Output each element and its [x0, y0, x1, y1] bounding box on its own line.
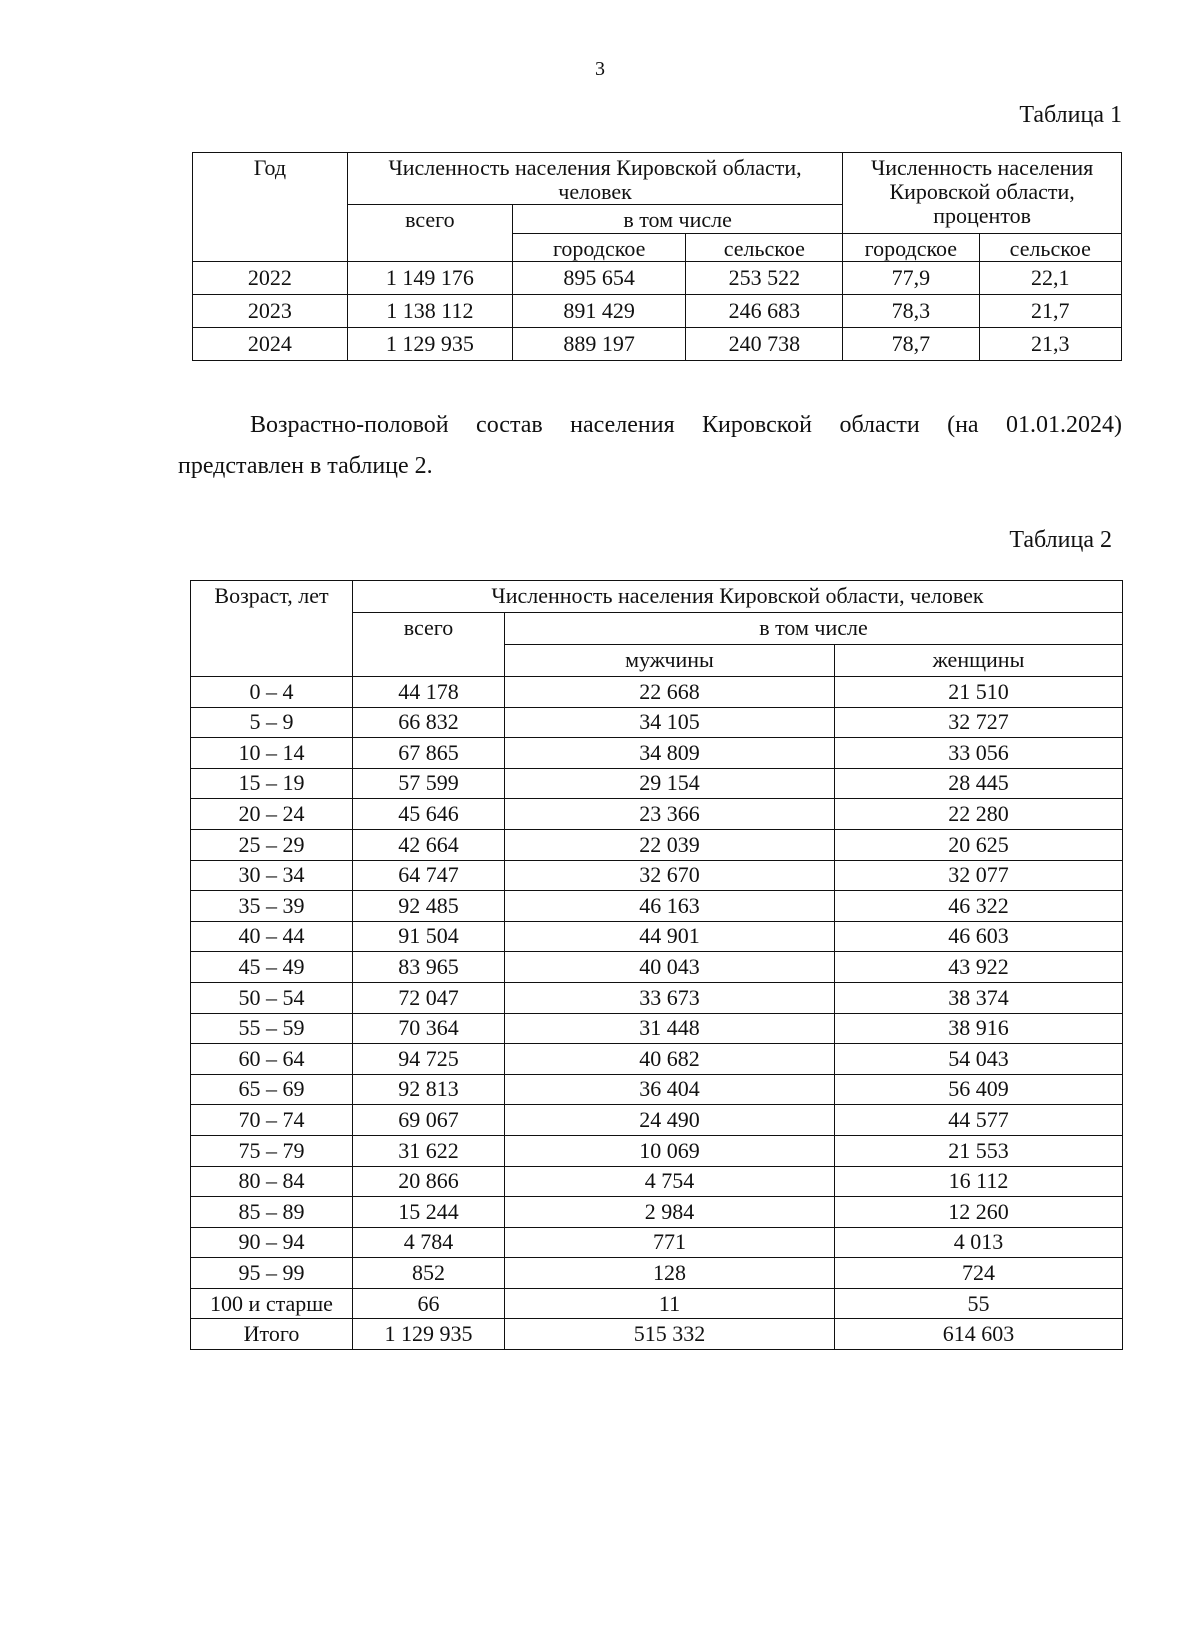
cell-rural: 246 683	[686, 294, 843, 327]
table-row	[191, 982, 1123, 1013]
cell-urban-pct: 78,7	[843, 327, 979, 360]
cell-women: 55	[835, 1288, 1123, 1319]
cell-women: 724	[835, 1258, 1123, 1289]
cell-total: 1 129 935	[353, 1319, 505, 1350]
header-year: Год	[193, 153, 348, 262]
table-row	[191, 677, 1123, 708]
cell-total: 852	[353, 1258, 505, 1289]
cell-total: 1 129 935	[347, 327, 512, 360]
cell-men: 29 154	[505, 768, 835, 799]
cell-men: 22 039	[505, 829, 835, 860]
cell-women: 46 603	[835, 921, 1123, 952]
header-including: в том числе	[505, 613, 1123, 645]
age-sex-table	[190, 580, 1123, 1350]
table-row	[191, 829, 1123, 860]
table-row	[191, 1227, 1123, 1258]
cell-women: 54 043	[835, 1044, 1123, 1075]
cell-age: 85 – 89	[191, 1197, 353, 1228]
cell-total: 1 138 112	[347, 294, 512, 327]
cell-women: 614 603	[835, 1319, 1123, 1350]
cell-women: 43 922	[835, 952, 1123, 983]
cell-men: 11	[505, 1288, 835, 1319]
cell-total: 4 784	[353, 1227, 505, 1258]
table-2-caption: Таблица 2	[1009, 527, 1112, 553]
header-men: мужчины	[505, 645, 835, 677]
cell-women: 16 112	[835, 1166, 1123, 1197]
header-rural: сельское	[686, 233, 843, 261]
table-row	[191, 1105, 1123, 1136]
cell-women: 33 056	[835, 738, 1123, 769]
cell-men: 128	[505, 1258, 835, 1289]
cell-urban: 891 429	[512, 294, 685, 327]
cell-men: 32 670	[505, 860, 835, 891]
cell-women: 4 013	[835, 1227, 1123, 1258]
cell-men: 36 404	[505, 1074, 835, 1105]
cell-total: 91 504	[353, 921, 505, 952]
cell-women: 32 077	[835, 860, 1123, 891]
cell-men: 33 673	[505, 982, 835, 1013]
table-row	[191, 1135, 1123, 1166]
cell-total: 64 747	[353, 860, 505, 891]
cell-women: 28 445	[835, 768, 1123, 799]
cell-total: 69 067	[353, 1105, 505, 1136]
cell-age: 95 – 99	[191, 1258, 353, 1289]
cell-women: 38 374	[835, 982, 1123, 1013]
table-row	[191, 952, 1123, 983]
cell-age: 10 – 14	[191, 738, 353, 769]
cell-age: 75 – 79	[191, 1135, 353, 1166]
cell-age: 60 – 64	[191, 1044, 353, 1075]
table-1-caption: Таблица 1	[1019, 102, 1122, 128]
cell-women: 32 727	[835, 707, 1123, 738]
cell-women: 21 553	[835, 1135, 1123, 1166]
cell-men: 44 901	[505, 921, 835, 952]
table-row	[191, 860, 1123, 891]
table-row	[191, 891, 1123, 922]
header-group: Численность населения Кировской области, человек	[353, 581, 1123, 613]
cell-men: 34 105	[505, 707, 835, 738]
cell-rural-pct: 22,1	[979, 261, 1122, 294]
paragraph-line-1: Возрастно-половой состав населения Кировской области (на 01.01.2024)	[250, 412, 1122, 438]
cell-women: 22 280	[835, 799, 1123, 830]
cell-men: 46 163	[505, 891, 835, 922]
cell-total: 15 244	[353, 1197, 505, 1228]
cell-women: 20 625	[835, 829, 1123, 860]
paragraph-line-2: представлен в таблице 2.	[178, 453, 433, 479]
cell-men: 24 490	[505, 1105, 835, 1136]
cell-men: 771	[505, 1227, 835, 1258]
table-row	[191, 799, 1123, 830]
cell-urban-pct: 77,9	[843, 261, 979, 294]
cell-age: 100 и старше	[191, 1288, 353, 1319]
cell-men: 23 366	[505, 799, 835, 830]
cell-rural-pct: 21,7	[979, 294, 1122, 327]
cell-total: 1 149 176	[347, 261, 512, 294]
table-row	[191, 1013, 1123, 1044]
cell-rural-pct: 21,3	[979, 327, 1122, 360]
cell-age: Итого	[191, 1319, 353, 1350]
cell-age: 70 – 74	[191, 1105, 353, 1136]
table-row	[191, 921, 1123, 952]
table-row	[191, 1044, 1123, 1075]
header-total: всего	[347, 205, 512, 261]
header-urban: городское	[512, 233, 685, 261]
cell-total: 94 725	[353, 1044, 505, 1075]
cell-total: 45 646	[353, 799, 505, 830]
cell-age: 20 – 24	[191, 799, 353, 830]
cell-women: 21 510	[835, 677, 1123, 708]
cell-men: 10 069	[505, 1135, 835, 1166]
population-table	[192, 152, 1122, 361]
page-number: 3	[595, 58, 605, 80]
table-row	[193, 261, 1122, 294]
header-including: в том числе	[512, 205, 842, 233]
header-percent-group: Численность населения Кировской области, процентов	[843, 153, 1122, 234]
cell-rural: 240 738	[686, 327, 843, 360]
cell-age: 0 – 4	[191, 677, 353, 708]
cell-women: 46 322	[835, 891, 1123, 922]
cell-age: 50 – 54	[191, 982, 353, 1013]
cell-total: 72 047	[353, 982, 505, 1013]
cell-age: 5 – 9	[191, 707, 353, 738]
header-total: всего	[353, 613, 505, 677]
table-row	[193, 327, 1122, 360]
cell-age: 80 – 84	[191, 1166, 353, 1197]
cell-men: 40 043	[505, 952, 835, 983]
header-rural-pct: сельское	[979, 233, 1122, 261]
cell-men: 31 448	[505, 1013, 835, 1044]
table-row	[191, 1288, 1123, 1319]
header-people-group: Численность населения Кировской области, человек	[347, 153, 842, 205]
table-row	[191, 1258, 1123, 1289]
cell-year: 2022	[193, 261, 348, 294]
cell-total: 44 178	[353, 677, 505, 708]
header-age: Возраст, лет	[191, 581, 353, 677]
table-row	[191, 1166, 1123, 1197]
cell-age: 90 – 94	[191, 1227, 353, 1258]
cell-men: 22 668	[505, 677, 835, 708]
cell-men: 34 809	[505, 738, 835, 769]
cell-year: 2024	[193, 327, 348, 360]
cell-total: 20 866	[353, 1166, 505, 1197]
cell-urban-pct: 78,3	[843, 294, 979, 327]
cell-men: 515 332	[505, 1319, 835, 1350]
cell-total: 66 832	[353, 707, 505, 738]
cell-women: 44 577	[835, 1105, 1123, 1136]
table-row	[191, 738, 1123, 769]
cell-age: 45 – 49	[191, 952, 353, 983]
cell-urban: 889 197	[512, 327, 685, 360]
table-row	[191, 1074, 1123, 1105]
cell-urban: 895 654	[512, 261, 685, 294]
cell-men: 40 682	[505, 1044, 835, 1075]
cell-total: 70 364	[353, 1013, 505, 1044]
table-row	[191, 1319, 1123, 1350]
cell-women: 56 409	[835, 1074, 1123, 1105]
table-row	[193, 294, 1122, 327]
cell-age: 65 – 69	[191, 1074, 353, 1105]
cell-women: 12 260	[835, 1197, 1123, 1228]
cell-total: 31 622	[353, 1135, 505, 1166]
cell-total: 42 664	[353, 829, 505, 860]
cell-age: 30 – 34	[191, 860, 353, 891]
cell-age: 55 – 59	[191, 1013, 353, 1044]
cell-women: 38 916	[835, 1013, 1123, 1044]
cell-total: 57 599	[353, 768, 505, 799]
cell-age: 35 – 39	[191, 891, 353, 922]
header-women: женщины	[835, 645, 1123, 677]
cell-total: 66	[353, 1288, 505, 1319]
cell-total: 67 865	[353, 738, 505, 769]
cell-men: 2 984	[505, 1197, 835, 1228]
cell-age: 25 – 29	[191, 829, 353, 860]
body-paragraph	[178, 405, 1122, 487]
cell-age: 40 – 44	[191, 921, 353, 952]
cell-men: 4 754	[505, 1166, 835, 1197]
cell-year: 2023	[193, 294, 348, 327]
header-urban-pct: городское	[843, 233, 979, 261]
table-row	[191, 768, 1123, 799]
cell-age: 15 – 19	[191, 768, 353, 799]
table-row	[191, 707, 1123, 738]
table-row	[191, 1197, 1123, 1228]
cell-total: 92 485	[353, 891, 505, 922]
cell-total: 83 965	[353, 952, 505, 983]
cell-rural: 253 522	[686, 261, 843, 294]
cell-total: 92 813	[353, 1074, 505, 1105]
